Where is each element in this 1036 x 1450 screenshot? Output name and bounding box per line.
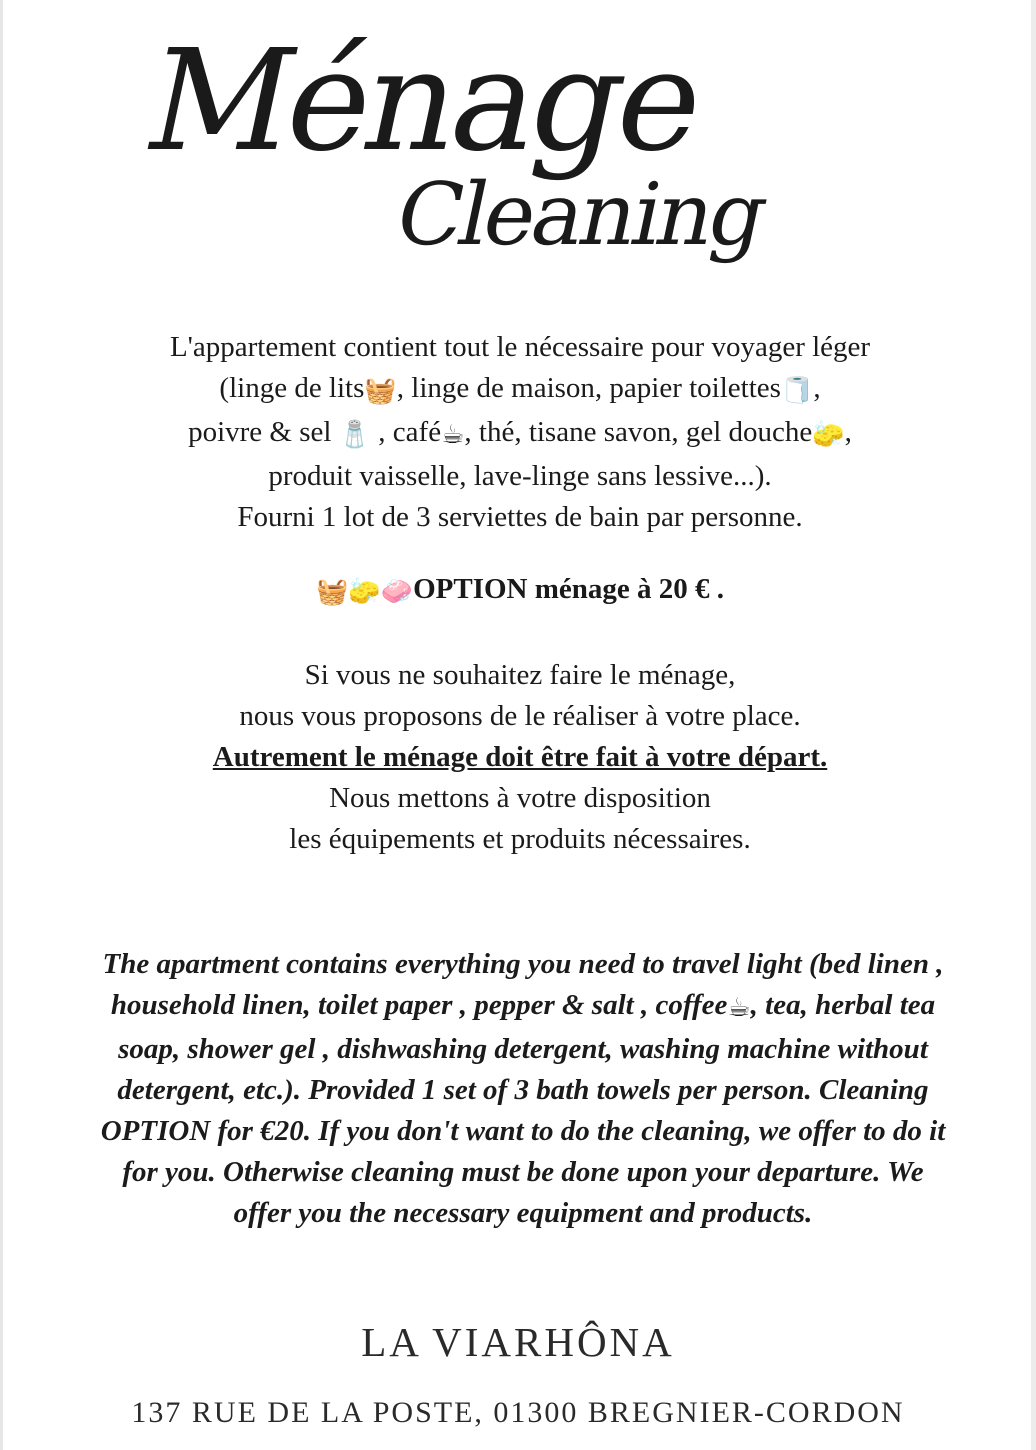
english-block xyxy=(18,944,1028,1234)
fr2-line-3-underlined: Autrement le ménage doit être fait à votre départ. xyxy=(212,741,828,773)
soap-icon: 🧼 xyxy=(380,577,414,607)
salt-icon: 🧂 xyxy=(338,420,372,450)
en-line-5: OPTION for €20. If you don't want to do the cleaning, we offer to do it xyxy=(100,1115,946,1147)
fr-line-1: L'appartement contient tout le nécessaire pour voyager léger xyxy=(169,331,871,363)
en-line-2: household linen, toilet paper , pepper & salt , coffee☕, tea, herbal tea xyxy=(18,985,1028,1029)
title-cleaning: Cleaning xyxy=(387,165,774,265)
fr-line-5: Fourni 1 lot de 3 serviettes de bain par personne. xyxy=(237,501,803,533)
coffee-icon: ☕ xyxy=(727,993,751,1023)
title-menage: Ménage xyxy=(132,20,716,183)
en-line-4: detergent, etc.). Provided 1 set of 3 bath towels per person. Cleaning xyxy=(117,1074,929,1106)
fr-line-3: poivre & sel 🧂 , café☕, thé, tisane savon, gel douche🧽, xyxy=(40,412,1000,456)
en-line-6: for you. Otherwise cleaning must be done upon your departure. We xyxy=(122,1156,924,1188)
option-text: OPTION ménage à 20 € . xyxy=(413,573,725,605)
fr2-line-1: Si vous ne souhaitez faire le ménage, xyxy=(304,659,736,691)
basket-icon: 🧺 xyxy=(315,577,349,607)
sponge-icon: 🧽 xyxy=(348,577,381,607)
fr2-line-4: Nous mettons à votre disposition xyxy=(329,782,711,814)
french-cleaning-info xyxy=(40,655,1000,860)
fr-line-4: produit vaisselle, lave-linge sans lessive...). xyxy=(268,460,772,492)
page-border-right xyxy=(1031,0,1036,1450)
fr2-line-2: nous vous proposons de le réaliser à votre place. xyxy=(239,700,801,732)
en-line-7: offer you the necessary equipment and products. xyxy=(233,1197,813,1229)
page-border-left xyxy=(0,0,3,1450)
coffee-icon: ☕ xyxy=(441,420,465,450)
french-intro xyxy=(40,327,1000,538)
address: 137 RUE DE LA POSTE, 01300 BREGNIER-CORDON xyxy=(131,1396,905,1429)
cleaning-option-line xyxy=(40,573,1000,607)
toilet-paper-icon: 🧻 xyxy=(780,376,814,406)
en-line-3: soap, shower gel , dishwashing detergent, washing machine without xyxy=(118,1033,928,1065)
fr2-line-5: les équipements et produits nécessaires. xyxy=(289,823,751,855)
brand-name: LA VIARHÔNA xyxy=(361,1319,675,1365)
basket-icon: 🧺 xyxy=(364,376,397,406)
fr-line-2: (linge de lits🧺, linge de maison, papier toilettes🧻, xyxy=(40,368,1000,412)
sponge-icon: 🧽 xyxy=(812,420,845,450)
en-line-1: The apartment contains everything you need to travel light (bed linen , xyxy=(102,948,944,980)
